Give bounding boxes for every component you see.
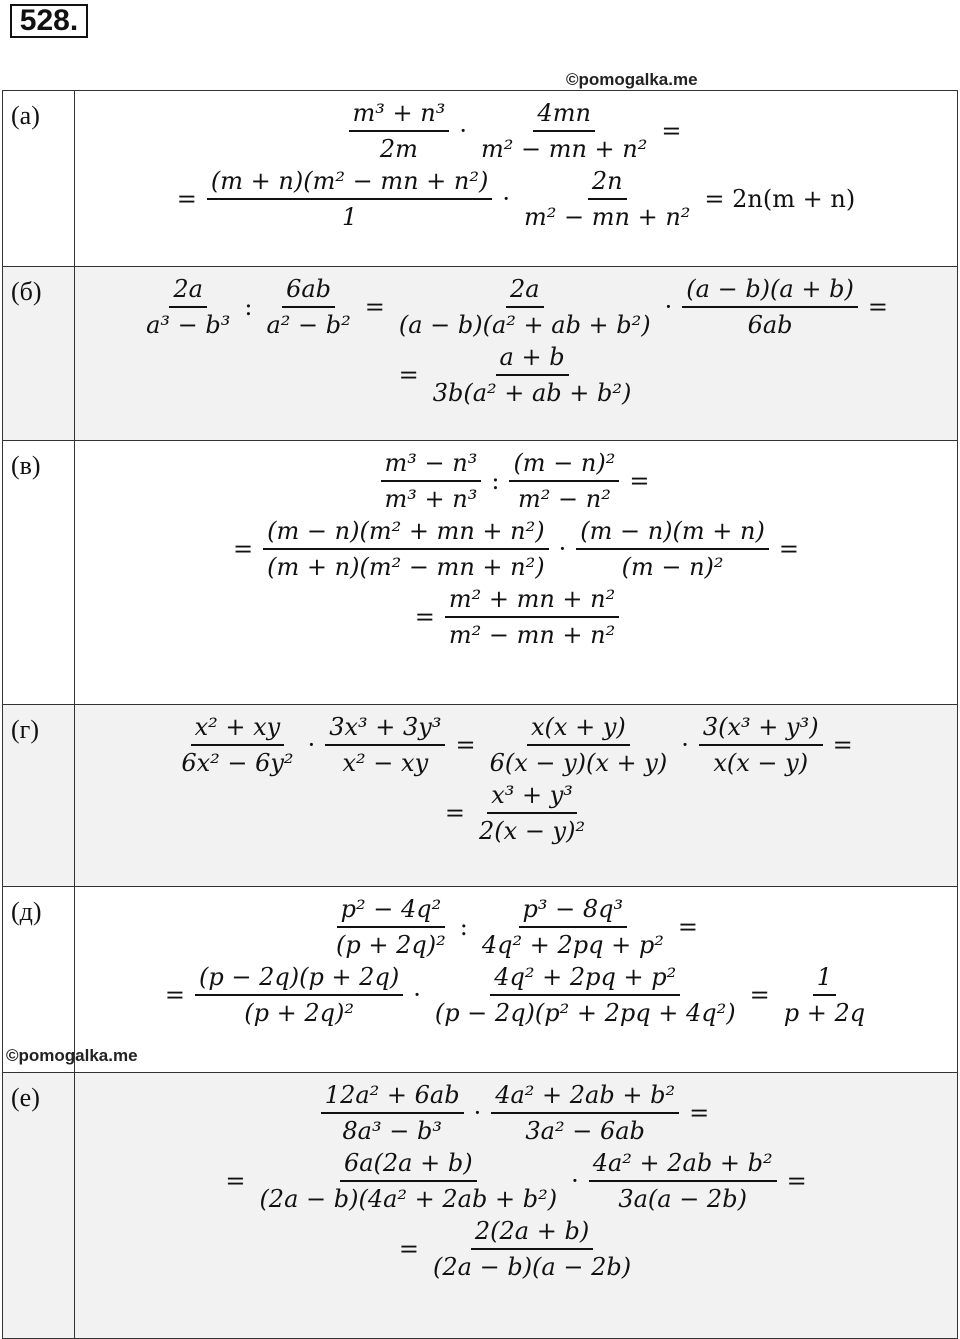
watermark-bottom: ©pomogalka.me [6,1046,138,1065]
fraction [477,99,651,163]
fraction [429,1217,635,1281]
equation-line [81,963,951,1027]
operator: = [867,293,888,321]
numerator: (p − 2q)(p + 2q) [195,963,403,996]
denominator: 6ab [747,311,793,339]
operator: = [364,293,385,321]
row-label: (д) [3,887,75,1073]
fraction [576,517,769,581]
numerator: a + b [496,343,569,376]
equation-line [81,1081,951,1145]
operator: · [473,1099,482,1127]
fraction [445,585,619,649]
denominator: 3a² − 6ab [525,1117,645,1145]
equation-line [81,781,951,845]
fraction [431,963,740,1027]
operator: = [444,799,466,827]
numerator: 6a(2a + b) [340,1149,477,1182]
numerator: m³ − n³ [381,449,482,482]
equation-line [81,1149,951,1213]
equation-line [81,99,951,163]
operator: · [664,293,673,321]
fraction [478,895,668,959]
fraction [262,275,354,339]
operator: = [786,1167,807,1195]
numerator: 2a [169,275,207,308]
operator: = [689,1099,710,1127]
denominator: 4q² + 2pq + p² [481,931,664,959]
operator: : [491,467,500,495]
operator: = [225,1167,246,1195]
fraction [263,517,548,581]
solution-table [2,90,958,1339]
solution-row [3,1073,958,1339]
numerator: 3x³ + 3y³ [325,713,445,746]
fraction [699,713,823,777]
numerator: p² − 4q² [337,895,446,928]
denominator: 6x² − 6y² [181,749,294,777]
operator: = [398,361,419,389]
equation-line [81,343,951,407]
fraction [177,713,297,777]
denominator: m² − n² [517,485,611,513]
numerator: 6ab [282,275,335,308]
numerator: 2(2a + b) [471,1217,593,1250]
denominator: 3b(a² + ab + b²) [432,379,632,407]
numerator: 1 [813,963,836,996]
fraction [491,1081,679,1145]
fraction [475,781,589,845]
equation-line [81,713,951,777]
numerator: (m − n)² [509,449,619,482]
numerator: (m − n)(m² + mn + n²) [263,517,548,550]
numerator: 3(x³ + y³) [699,713,823,746]
denominator: (2a − b)(4a² + 2ab + b²) [259,1185,558,1213]
fraction [325,713,445,777]
denominator: 1 [341,203,358,231]
numerator: m² + mn + n² [445,585,619,618]
operator: · [502,185,510,213]
denominator: m² − mn + n² [480,135,648,163]
equation-line [81,167,951,231]
watermark-top: ©pomogalka.me [566,70,698,89]
operator: = [778,535,799,563]
solution-row [3,267,958,441]
operator: = [832,731,853,759]
numerator: m³ + n³ [349,99,450,132]
operator: · [307,731,316,759]
row-label: (а) [3,91,75,267]
fraction [520,167,694,231]
numerator: x³ + y³ [487,781,577,814]
solution-row [3,91,958,267]
fraction [486,713,672,777]
fraction [589,1149,777,1213]
numerator: p³ − 8q³ [519,895,628,928]
denominator: 2(x − y)² [479,817,586,845]
denominator: (2a − b)(a − 2b) [433,1253,632,1281]
row-math [75,267,958,441]
numerator: (m − n)(m + n) [576,517,769,550]
fraction [255,1149,561,1213]
operator: · [558,535,567,563]
row-label: (г) [3,705,75,887]
fraction [509,449,619,513]
problem-number: 528. [10,4,88,38]
numerator: x(x + y) [527,713,630,746]
operator: = [661,117,682,145]
equation-line [81,585,951,649]
numerator: 4q² + 2pq + p² [490,963,680,996]
numerator: 2a [506,275,544,308]
denominator: p + 2q [783,999,866,1027]
denominator: 2m [379,135,418,163]
numerator: 12a² + 6ab [321,1081,464,1114]
denominator: (p + 2q)² [336,931,446,959]
equation-line [81,517,951,581]
solution-row [3,887,958,1073]
equation-line [81,1217,951,1281]
operator: = [414,603,435,631]
denominator: 6(x − y)(x + y) [489,749,668,777]
operator: = [164,981,185,1009]
operator: : [244,293,253,321]
operator: = [629,467,650,495]
operator: = [677,913,698,941]
operator: = [398,1235,420,1263]
equation-line [81,275,951,339]
fraction [381,449,482,513]
numerator: 2n [588,167,627,200]
row-math [75,1073,958,1339]
row-label: (е) [3,1073,75,1339]
denominator: a² − b² [266,311,351,339]
fraction [780,963,869,1027]
equation-line [81,449,951,513]
operator: · [459,117,467,145]
numerator: (a − b)(a + b) [682,275,858,308]
row-math [75,887,958,1073]
row-math [75,705,958,887]
numerator: (m + n)(m² − mn + n²) [207,167,492,200]
numerator: x² + xy [191,713,285,746]
denominator: (m + n)(m² − mn + n²) [267,553,545,581]
denominator: (p − 2q)(p² + 2pq + 4q²) [434,999,736,1027]
denominator: 8a³ − b³ [342,1117,442,1145]
operator: · [681,731,689,759]
fraction [142,275,234,339]
denominator: (a − b)(a² + ab + b²) [398,311,651,339]
fraction [682,275,858,339]
denominator: (p + 2q)² [244,999,354,1027]
equation-line [81,895,951,959]
denominator: m³ + n³ [384,485,478,513]
numerator: 4mn [533,99,594,132]
fraction [321,1081,464,1145]
denominator: m² − mn + n² [448,621,616,649]
row-label: (б) [3,267,75,441]
solution-row [3,705,958,887]
denominator: m² − mn + n² [524,203,691,231]
operator: = 2n(m + n) [704,185,856,213]
operator: · [571,1167,579,1195]
row-math [75,91,958,267]
denominator: x(x − y) [713,749,809,777]
operator: : [459,913,468,941]
fraction [207,167,492,231]
fraction [429,343,636,407]
numerator: 4a² + 2ab + b² [491,1081,679,1114]
row-math [75,441,958,705]
fraction [395,275,655,339]
solution-row [3,441,958,705]
denominator: 3a(a − 2b) [618,1185,747,1213]
row-label: (в) [3,441,75,705]
operator: · [413,981,421,1009]
operator: = [233,535,254,563]
operator: = [749,981,770,1009]
denominator: x² − xy [342,749,429,777]
operator: = [455,731,476,759]
fraction [195,963,403,1027]
numerator: 4a² + 2ab + b² [589,1149,777,1182]
fraction [349,99,450,163]
fraction [332,895,450,959]
denominator: a³ − b³ [146,311,231,339]
operator: = [176,185,197,213]
denominator: (m − n)² [621,553,724,581]
